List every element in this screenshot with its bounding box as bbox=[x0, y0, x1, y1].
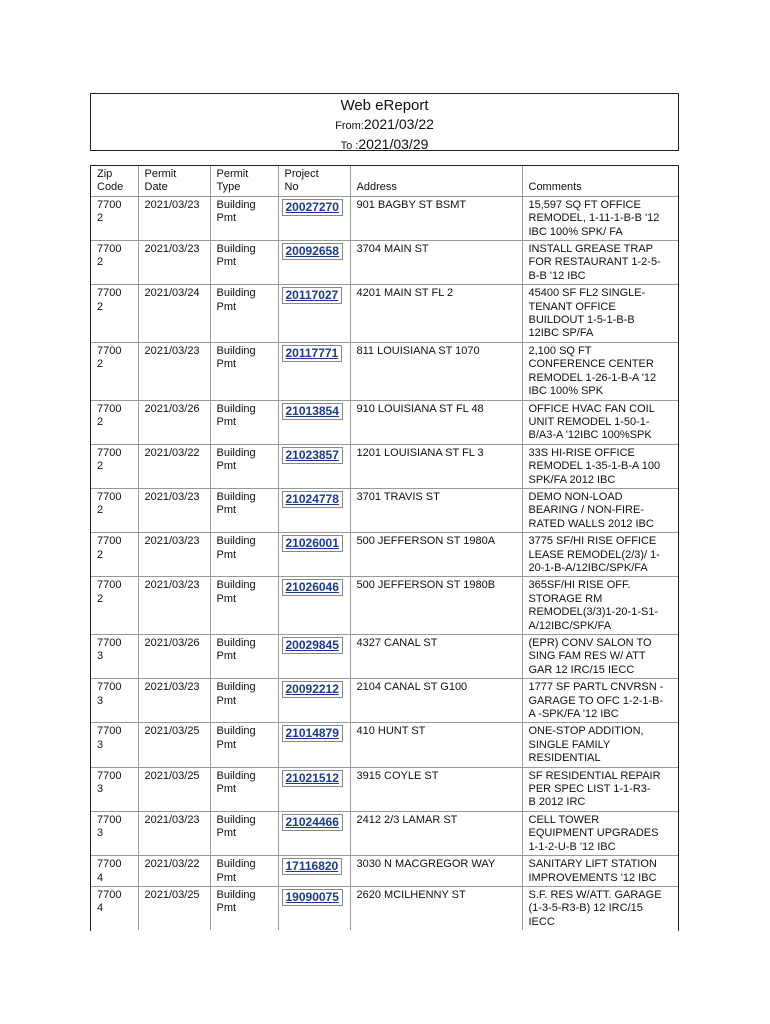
project-link[interactable]: 20029845 bbox=[282, 637, 343, 654]
zip-cell: 7700 2 bbox=[91, 241, 138, 285]
address-cell: 1201 LOUISIANA ST FL 3 bbox=[350, 444, 522, 488]
zip-cell: 7700 4 bbox=[91, 886, 138, 930]
project-link[interactable]: 21026046 bbox=[282, 579, 343, 596]
to-date: 2021/03/29 bbox=[358, 136, 429, 152]
comments-cell: (EPR) CONV SALON TO SING FAM RES W/ ATT GAR 12 IRC/15 IECC bbox=[522, 635, 678, 679]
table-row bbox=[91, 886, 678, 930]
permit-date-cell: 2021/03/23 bbox=[138, 533, 210, 577]
permit-table bbox=[91, 166, 678, 930]
zip-cell: 7700 2 bbox=[91, 533, 138, 577]
project-link[interactable]: 21023857 bbox=[282, 447, 343, 464]
permit-type-cell: Building Pmt bbox=[210, 196, 278, 240]
project-link[interactable]: 21013854 bbox=[282, 403, 343, 420]
zip-cell: 7700 2 bbox=[91, 488, 138, 532]
comments-cell: 45400 SF FL2 SINGLE- TENANT OFFICE BUILDOUT 1-5-1-B-B 12IBC SP/FA bbox=[522, 285, 678, 343]
comments-cell: OFFICE HVAC FAN COIL UNIT REMODEL 1-50-1- B/A3-A '12IBC 100%SPK bbox=[522, 400, 678, 444]
project-no-cell bbox=[278, 856, 350, 887]
comments-cell: SANITARY LIFT STATION IMPROVEMENTS '12 IBC bbox=[522, 856, 678, 887]
address-cell: 811 LOUISIANA ST 1070 bbox=[350, 342, 522, 400]
zip-cell: 7700 2 bbox=[91, 444, 138, 488]
permit-date-cell: 2021/03/23 bbox=[138, 811, 210, 855]
project-link[interactable]: 17116820 bbox=[282, 858, 343, 875]
permit-type-cell: Building Pmt bbox=[210, 444, 278, 488]
permit-table-container bbox=[90, 165, 679, 931]
permit-type-cell: Building Pmt bbox=[210, 856, 278, 887]
project-no-cell bbox=[278, 767, 350, 811]
table-row bbox=[91, 196, 678, 240]
permit-date-cell: 2021/03/25 bbox=[138, 723, 210, 767]
permit-type-cell: Building Pmt bbox=[210, 679, 278, 723]
permit-type-cell: Building Pmt bbox=[210, 342, 278, 400]
comments-cell: CELL TOWER EQUIPMENT UPGRADES 1-1-2-U-B '12 IBC bbox=[522, 811, 678, 855]
project-link[interactable]: 21024466 bbox=[282, 814, 343, 831]
project-no-cell bbox=[278, 886, 350, 930]
project-no-cell bbox=[278, 577, 350, 635]
table-row bbox=[91, 577, 678, 635]
table-row bbox=[91, 811, 678, 855]
project-link[interactable]: 19090075 bbox=[282, 889, 343, 906]
project-link[interactable]: 20092658 bbox=[282, 243, 343, 260]
zip-cell: 7700 4 bbox=[91, 856, 138, 887]
zip-cell: 7700 2 bbox=[91, 196, 138, 240]
permit-type-cell: Building Pmt bbox=[210, 723, 278, 767]
col-header-project-no: Project No bbox=[278, 166, 350, 196]
project-no-cell bbox=[278, 400, 350, 444]
table-row bbox=[91, 767, 678, 811]
address-cell: 2104 CANAL ST G100 bbox=[350, 679, 522, 723]
project-link[interactable]: 20027270 bbox=[282, 199, 343, 216]
address-cell: 410 HUNT ST bbox=[350, 723, 522, 767]
from-line bbox=[91, 115, 678, 135]
permit-type-cell: Building Pmt bbox=[210, 635, 278, 679]
permit-type-cell: Building Pmt bbox=[210, 533, 278, 577]
comments-cell: 2,100 SQ FT CONFERENCE CENTER REMODEL 1-26-1-B-A '12 IBC 100% SPK bbox=[522, 342, 678, 400]
permit-type-cell: Building Pmt bbox=[210, 767, 278, 811]
permit-date-cell: 2021/03/23 bbox=[138, 196, 210, 240]
table-row bbox=[91, 488, 678, 532]
table-row bbox=[91, 400, 678, 444]
table-row bbox=[91, 444, 678, 488]
project-link[interactable]: 20117771 bbox=[282, 345, 343, 362]
permit-date-cell: 2021/03/22 bbox=[138, 444, 210, 488]
zip-cell: 7700 2 bbox=[91, 342, 138, 400]
project-no-cell bbox=[278, 811, 350, 855]
table-row bbox=[91, 635, 678, 679]
project-no-cell bbox=[278, 488, 350, 532]
address-cell: 2412 2/3 LAMAR ST bbox=[350, 811, 522, 855]
project-link[interactable]: 20092212 bbox=[282, 681, 343, 698]
to-line bbox=[91, 135, 678, 155]
col-header-address: Address bbox=[350, 166, 522, 196]
permit-type-cell: Building Pmt bbox=[210, 400, 278, 444]
table-row bbox=[91, 856, 678, 887]
col-header-comments: Comments bbox=[522, 166, 678, 196]
project-no-cell bbox=[278, 723, 350, 767]
zip-cell: 7700 3 bbox=[91, 723, 138, 767]
project-no-cell bbox=[278, 533, 350, 577]
zip-cell: 7700 2 bbox=[91, 400, 138, 444]
table-header-row bbox=[91, 166, 678, 196]
project-link[interactable]: 20117027 bbox=[282, 287, 343, 304]
comments-cell: SF RESIDENTIAL REPAIR PER SPEC LIST 1-1-R3- B 2012 IRC bbox=[522, 767, 678, 811]
comments-cell: 1777 SF PARTL CNVRSN - GARAGE TO OFC 1-2-1-B- A -SPK/FA '12 IBC bbox=[522, 679, 678, 723]
address-cell: 3915 COYLE ST bbox=[350, 767, 522, 811]
permit-date-cell: 2021/03/23 bbox=[138, 488, 210, 532]
zip-cell: 7700 2 bbox=[91, 577, 138, 635]
col-header-zip: Zip Code bbox=[91, 166, 138, 196]
permit-date-cell: 2021/03/26 bbox=[138, 400, 210, 444]
table-row bbox=[91, 241, 678, 285]
address-cell: 500 JEFFERSON ST 1980B bbox=[350, 577, 522, 635]
permit-type-cell: Building Pmt bbox=[210, 488, 278, 532]
permit-date-cell: 2021/03/22 bbox=[138, 856, 210, 887]
address-cell: 3704 MAIN ST bbox=[350, 241, 522, 285]
address-cell: 910 LOUISIANA ST FL 48 bbox=[350, 400, 522, 444]
permit-type-cell: Building Pmt bbox=[210, 241, 278, 285]
table-row bbox=[91, 533, 678, 577]
comments-cell: ONE-STOP ADDITION, SINGLE FAMILY RESIDENTIAL bbox=[522, 723, 678, 767]
project-no-cell bbox=[278, 444, 350, 488]
zip-cell: 7700 2 bbox=[91, 285, 138, 343]
project-link[interactable]: 21026001 bbox=[282, 535, 343, 552]
col-header-permit-date: Permit Date bbox=[138, 166, 210, 196]
project-no-cell bbox=[278, 679, 350, 723]
zip-cell: 7700 3 bbox=[91, 635, 138, 679]
address-cell: 500 JEFFERSON ST 1980A bbox=[350, 533, 522, 577]
table-row bbox=[91, 342, 678, 400]
comments-cell: 33S HI-RISE OFFICE REMODEL 1-35-1-B-A 100 SPK/FA 2012 IBC bbox=[522, 444, 678, 488]
project-link[interactable]: 21014879 bbox=[282, 725, 343, 742]
comments-cell: 365SF/HI RISE OFF. STORAGE RM REMODEL(3/3)1-20-1-S1- A/12IBC/SPK/FA bbox=[522, 577, 678, 635]
project-no-cell bbox=[278, 285, 350, 343]
permit-date-cell: 2021/03/23 bbox=[138, 577, 210, 635]
address-cell: 3701 TRAVIS ST bbox=[350, 488, 522, 532]
project-link[interactable]: 21024778 bbox=[282, 491, 343, 508]
zip-cell: 7700 3 bbox=[91, 679, 138, 723]
comments-cell: 3775 SF/HI RISE OFFICE LEASE REMODEL(2/3)/ 1- 20-1-B-A/12IBC/SPK/FA bbox=[522, 533, 678, 577]
permit-date-cell: 2021/03/23 bbox=[138, 241, 210, 285]
comments-cell: 15,597 SQ FT OFFICE REMODEL, 1-11-1-B-B '12 IBC 100% SPK/ FA bbox=[528, 198, 660, 238]
comments-cell: DEMO NON-LOAD BEARING / NON-FIRE- RATED WALLS 2012 IBC bbox=[522, 488, 678, 532]
from-label: From: bbox=[335, 120, 364, 132]
permit-date-cell: 2021/03/23 bbox=[138, 342, 210, 400]
address-cell: 4201 MAIN ST FL 2 bbox=[350, 285, 522, 343]
report-header bbox=[90, 93, 679, 151]
permit-date-cell: 2021/03/25 bbox=[138, 886, 210, 930]
address-cell: 901 BAGBY ST BSMT bbox=[350, 196, 522, 240]
permit-type-cell: Building Pmt bbox=[210, 886, 278, 930]
table-row bbox=[91, 723, 678, 767]
permit-type-cell: Building Pmt bbox=[210, 577, 278, 635]
table-row bbox=[91, 285, 678, 343]
col-header-permit-type: Permit Type bbox=[210, 166, 278, 196]
permit-type-cell: Building Pmt bbox=[210, 811, 278, 855]
report-title: Web eReport bbox=[340, 97, 429, 114]
zip-cell: 7700 3 bbox=[91, 767, 138, 811]
address-cell: 3030 N MACGREGOR WAY bbox=[350, 856, 522, 887]
comments-cell: INSTALL GREASE TRAP FOR RESTAURANT 1-2-5- B-B '12 IBC bbox=[522, 241, 678, 285]
permit-type-cell: Building Pmt bbox=[210, 285, 278, 343]
address-cell: 4327 CANAL ST bbox=[350, 635, 522, 679]
project-no-cell bbox=[278, 342, 350, 400]
comments-cell: S.F. RES W/ATT. GARAGE (1-3-5-R3-B) 12 IRC/15 IECC bbox=[522, 886, 678, 930]
permit-date-cell: 2021/03/23 bbox=[138, 679, 210, 723]
table-row bbox=[91, 679, 678, 723]
from-date: 2021/03/22 bbox=[363, 116, 434, 132]
project-no-cell bbox=[278, 635, 350, 679]
permit-date-cell: 2021/03/26 bbox=[138, 635, 210, 679]
zip-cell: 7700 3 bbox=[91, 811, 138, 855]
project-no-cell bbox=[278, 196, 350, 240]
to-label: To : bbox=[340, 140, 359, 152]
permit-date-cell: 2021/03/25 bbox=[138, 767, 210, 811]
project-no-cell bbox=[278, 241, 350, 285]
address-cell: 2620 MCILHENNY ST bbox=[350, 886, 522, 930]
permit-date-cell: 2021/03/24 bbox=[138, 285, 210, 343]
project-link[interactable]: 21021512 bbox=[282, 770, 343, 787]
